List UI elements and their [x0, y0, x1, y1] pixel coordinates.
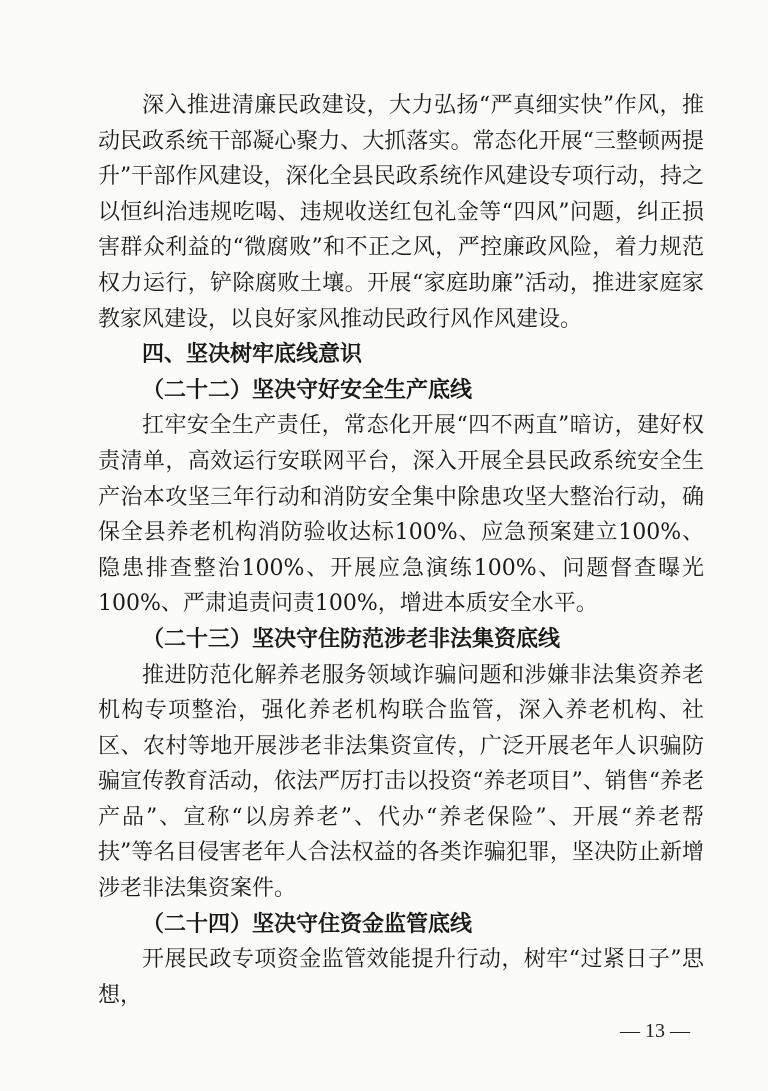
paragraph: 深入推进清廉民政建设，大力弘扬“严真细实快”作风，推动民政系统干部凝心聚力、大抓落实。常态化开展“三整顿两提升”干部作风建设，深化全县民政系统作风建设专项行动，持之以恒纠治违规吃喝、违规收送红包礼金等“四风”问题，纠正损害群众利益的“微腐败”和不正之风，严控廉政风险，着力规范权力运行，铲除腐败土壤。开展“家庭助廉”活动，推进家庭家教家风建设，以良好家风推动民政行风作风建设。 — [98, 93, 704, 332]
subsection-heading: （二十二）坚决守好安全生产底线 — [142, 376, 473, 403]
paragraph: 扛牢安全生产责任，常态化开展“四不两直”暗访，建好权责清单，高效运行安联网平台，深入开展全县民政系统安全生产治本攻坚三年行动和消防安全集中除患攻坚大整治行动，确保全县养老机构消防验收达标100%、应急预案建立100%、隐患排查整治100%、开展应急演练100%、问题督查曝光100%、严肃追责问责100%，增进本质安全水平。 — [98, 413, 704, 617]
section-heading: 四、坚决树牢底线意识 — [142, 341, 363, 368]
subsection-heading: （二十四）坚决守住资金监管底线 — [142, 910, 473, 937]
subsection-heading: （二十三）坚决守住防范涉老非法集资底线 — [142, 625, 561, 652]
paragraph: 开展民政专项资金监管效能提升行动，树牢“过紧日子”思想， — [98, 947, 704, 1008]
page-number: — 13 — — [620, 1020, 690, 1042]
paragraph: 推进防范化解养老服务领域诈骗问题和涉嫌非法集资养老机构专项整治，强化养老机构联合监管，深入养老机构、社区、农村等地开展涉老非法集资宣传，广泛开展老年人识骗防骗宣传教育活动，依法严厉打击以投资“养老项目”、销售“养老产品”、宣称“以房养老”、代办“养老保险”、开展“养老帮扶”等名目侵害老年人合法权益的各类诈骗犯罪，坚决防止新增涉老非法集资案件。 — [98, 662, 704, 902]
document-body — [98, 88, 704, 1013]
